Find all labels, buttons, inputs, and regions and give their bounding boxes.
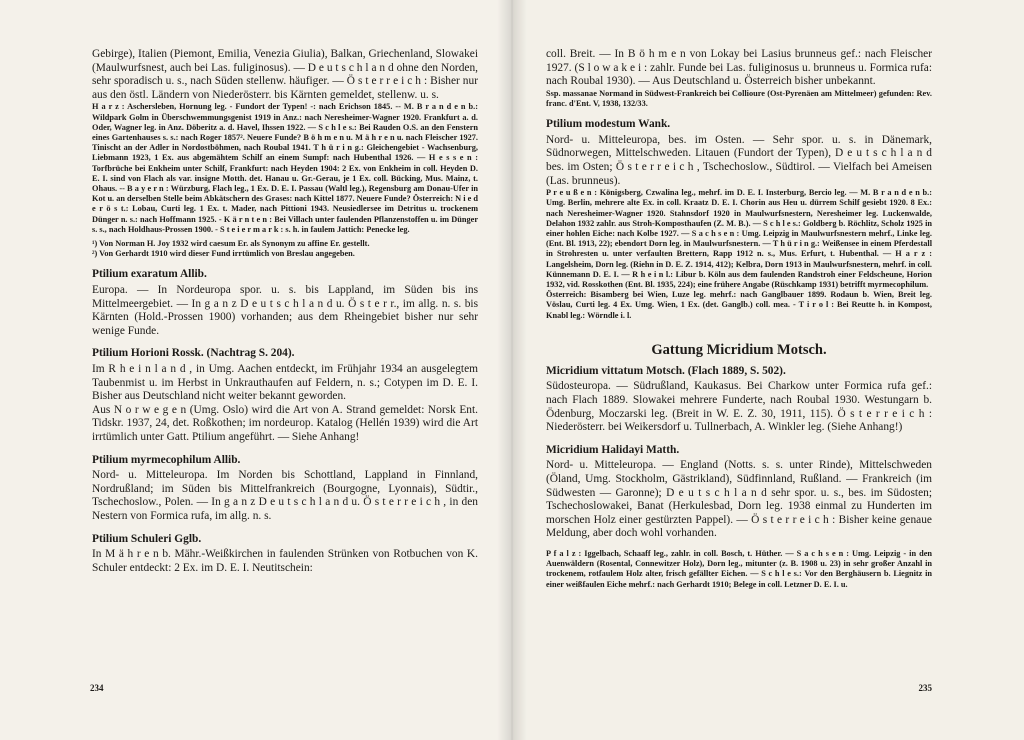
footnote: ¹) Von Norman H. Joy 1932 wird caesum Er. als Synonym zu affine Er. gestellt. [92, 239, 370, 249]
locality-records: H a r z : Aschersleben, Hornung leg. - Fundort der Typen! -: nach Erichson 1845. -- M. B r a n d e n b.: Wildpark Golm in Überschwemmungsgenist 1919 in Anz.: nach Neresheimer-Wagner 1920. Frankfurt a. d. Oder, Wagner leg. in Anz. Döberitz a. d. Havel, Ihssen 1922. — S c h l e s.: Bei Rauden O.S. an den Fenstern eines Gartenhauses s. s.: nach Roger 1857². Neuere Funde? B ö h m e n u. M ä h r e n u. nach Fleischer 1927. Tinischt an der Adler in Nordostböhmen, nach Roubal 1941. T h ü r i n g.: Gleichengebiet - Wachsenburg, Liebmann 1923, 1 Ex. aus abgemähtem Schilf an einem Sumpf: nach Hubenthal 1926. — H e s s e n : Torfbrüche bei Enkheim unter Schilf, Frankfurt: nach Heyden 1904: 2 Ex. von Enkheim in coll. Heyden D. E. I. sind von Flach als var. insigne Motth. det. Hanau u. Gr.-Gerau, je 1 Ex. coll. Bücking, Mus. Mainz, t. Ohaus. -- B a y e r n : Würzburg, Flach leg., 1 Ex. D. E. I. Passau (Waltl leg.), Regensburg am Donau-Ufer in Kot u. an derselben Stelle beim Abkätschern des Grases: nach Kittel 1877. Neuere Funde? Österreich: N i e d e r ö s t.: Lobau, Curti leg. 1 Ex. t. Mader, nach Pittioni 1943. Neusiedlersee im Detritus u. trockenem Dünger n. s.: nach Hoffmann 1925. - K ä r n t e n : Bei Villach unter faulenden Pflanzenstoffen u. im Dünger s. s., nach Holdhaus-Prossen 1900. - S t e i e r m a r k : s. h. in faulem Jattich: Penecke leg. [92, 102, 478, 234]
locality-records: Österreich: Bisamberg bei Wien, Luze leg. mehrf.: nach Ganglbauer 1899. Rodaun b. Wien, Breit leg. Vöslau, Curti leg. 4 Ex. Umg. Wien, 1 Ex. (det. Ganglb.) coll. mea. - T i r o l : Bei Reutte h. in Kompost, Knabl leg.: Wörndle i. l. [546, 290, 932, 320]
species-text: Im R h e i n l a n d , in Umg. Aachen entdeckt, im Frühjahr 1934 an ausgelegtem Taubenmist u. im Herbst in Unkrauthaufen auf Feldern, n. s.; Cotypen im D. E. I. Bisher aus Deutschland nicht weiter bekannt geworden. [92, 362, 478, 403]
locality-records: P f a l z : Iggelbach, Schaaff leg., zahlr. in coll. Bosch, t. Hüther. — S a c h s e n : Umg. Leipzig - in den Auenwäldern (Rosental, Connewitzer Holz), Dorn leg., mitunter (z. B. 1908 u. 23) in sehr großer Anzahl in trockenem, rotfaulem Holz alter, frisch gefällter Eichen. — S c h l e s.: Vor den Berghäusern b. Liegnitz in einer weißfaulen Eiche mehrf.: nach Gerhardt 1910; Belege in coll. Letzner D. E. I. u. [546, 548, 932, 589]
footnote: ²) Von Gerhardt 1910 wird dieser Fund irrtümlich von Breslau angegeben. [92, 249, 355, 259]
species-text: Aus N o r w e g e n (Umg. Oslo) wird die Art von A. Strand gemeldet: Norsk Ent. Tidskr. 1937, 24, det. Roßkothen; im nordeurop. Katalog (Hellén 1939) wird die Art irrtümlich unter Gatt. Ptilium angeführt. — Siehe Anhang! [92, 403, 478, 443]
species-heading: Ptilium modestum Wank. [546, 118, 671, 131]
species-text: Südosteuropa. — Südrußland, Kaukasus. Bei Charkow unter Formica rufa gef.: nach Flach 1889. Slowakei mehrere Funderte, nach Roubal 1930. Westungarn b. Ödenburg, Moczarski leg. (Breit in W. E. Z. 30, 1911, 115). Ö s t e r r e i c h : Niederösterr. bei Weikersdorf u. Tullnerbach, A. Winkler leg. (Siehe Anhang!) [546, 380, 932, 434]
species-heading: Ptilium Horioni Rossk. (Nachtrag S. 204). [92, 347, 295, 360]
species-text: Nord- u. Mitteleuropa, bes. im Osten. — Sehr spor. u. s. in Dänemark, Südnorwegen, Mittelschweden. Litauen (Fundort der Typen), D e u t s c h l a n d bes. im Osten; Ö s t e r r e i c h , Tschechoslow., Südtirol. — Vielfach bei Ameisen (Las. brunneus). [546, 133, 932, 187]
species-text: Nord- u. Mitteleuropa. Im Norden bis Schottland, Lappland in Finnland, Nordrußland; im Süden bis Mittelfrankreich (Bourgogne, Lyonnais), Südtir., Tschechoslow., Polen. — In g a n z D e u t s c h l a n d u. Ö s t e r r e i c h , in den Nestern von Formica rufa, im allg. n. s. [92, 469, 478, 522]
subspecies-note: Ssp. massanae Normand in Südwest-Frankreich bei Collioure (Ost-Pyrenäen am Mittelmeer) gefunden: Rev. franc. d'Ent. V, 1938, 132/33. [546, 88, 932, 108]
species-heading: Ptilium myrmecophilum Allib. [92, 453, 241, 466]
locality-records: P r e u ß e n : Königsberg, Czwalina leg., mehrf. im D. E. I. Insterburg, Bercio leg. — M. B r a n d e n b.: Umg. Berlin, mehrere alte Ex. in coll. Kraatz D. E. I. Chorin aus Heu u. dürrem Schilf gesiebt 1920. 8 Ex.: nach Neresheimer-Wagner 1920. Stahnsdorf 1920 in Maulwurfsnestern, Neresheimer leg. Luckenwalde, Delahon 1932 zahlr. aus Stroh-Komposthaufen (Z. M. B.). — S c h l e s.: Goldberg b. Röchlitz, Scholz 1925 in einer hohlen Eiche: nach Kolbe 1927. — S a c h s e n : Umg. Leipzig in Maulwurfsnestern mehrf., Linke leg. (Ent. Bl. 1913, 22); ebendort Dorn leg. in Maulwurfsnestern. — T h ü r i n g.: Weißensee in einem Pferdestall in Strohresten u. unter verfaulten Brettern, Rapp 1912 n. s., Mus. Erfurt, t. Hubenthal. — H a r z : Langelsheim, Dorn leg. (Riehn in D. E. Z. 1914, 412); Kelbra, Dorn 1913 in Maulwurfsnestern, mehrf. in coll. Künnemann D. E. I. — R h e i n l.: Libur b. Köln aus dem faulenden Randstroh einer Feldscheune, Horion 1932, vid. Rosskothen (Ent. Bl. 1935, 224); eine frühere Angabe (Rüschkamp 1931) betrifft myrmecophilum. [546, 188, 932, 289]
species-heading: Micridium vittatum Motsch. (Flach 1889, S. 502). [546, 364, 786, 377]
species-heading: Ptilium exaratum Allib. [92, 268, 207, 281]
right-page [512, 0, 1024, 740]
page-number: 234 [90, 683, 104, 693]
species-heading: Ptilium Schuleri Gglb. [92, 532, 202, 545]
page-number: 235 [918, 683, 932, 693]
text-paragraph: coll. Breit. — In B ö h m e n von Lokay bei Lasius brunneus gef.: nach Fleischer 1927. (S l o w a k e i : zahlr. Funde bei Las. fuliginosus u. brunneus u. Formica rufa: nach Roubal 1930). — Aus Deutschland u. Österreich bisher unbekannt. [546, 48, 932, 88]
book-gutter [497, 0, 527, 740]
species-text: Europa. — In Nordeuropa spor. u. s. bis Lappland, im Süden bis ins Mittelmeergebiet. — In g a n z D e u t s c h l a n d u. Ö s t e r r., im allg. n. s. bis Kärnten (Hold.-Prossen 1900) vorhanden; aus dem Rheingebiet bisher nur sehr wenige Funde. [92, 284, 478, 337]
genus-heading: Gattung Micridium Motsch. [651, 341, 827, 358]
text-paragraph: Gebirge), Italien (Piemont, Emilia, Venezia Giulia), Balkan, Griechenland, Slowakei (Maulwurfsnest, auch bei Las. fuliginosus). — D e u t s c h l a n d ohne den Norden, sehr sporadisch u. s., nach Süden stellenw. häufiger. — Ö s t e r r e i c h : Bisher nur aus den östl. Ländern von Niederösterr. bis Kärnten gemeldet, stellenw. u. s. [92, 48, 478, 101]
species-heading: Micridium Halidayi Matth. [546, 443, 680, 456]
species-text: In M ä h r e n b. Mähr.-Weißkirchen in faulenden Strünken von Rotbuchen von K. Schuler entdeckt: 2 Ex. im D. E. I. Neutitschein: [92, 548, 478, 574]
species-text: Nord- u. Mitteleuropa. — England (Notts. s. s. unter Rinde), Mittelschweden (Öland, Umg. Stockholm, Gästrikland), Südfinnland, Rußland. — Frankreich (im Südwesten — Garonne); D e u t s c h l a n d sehr spor. u. s., bes. im Südosten; Tschechoslowakei, Banat (Herkulesbad, Dorn leg. 1938 einmal zu Hunderten im morschen Holz einer gestürzten Pappel). — Ö s t e r r e i c h : Bisher keine genaue Meldung, aber doch wohl vorhanden. [546, 459, 932, 540]
